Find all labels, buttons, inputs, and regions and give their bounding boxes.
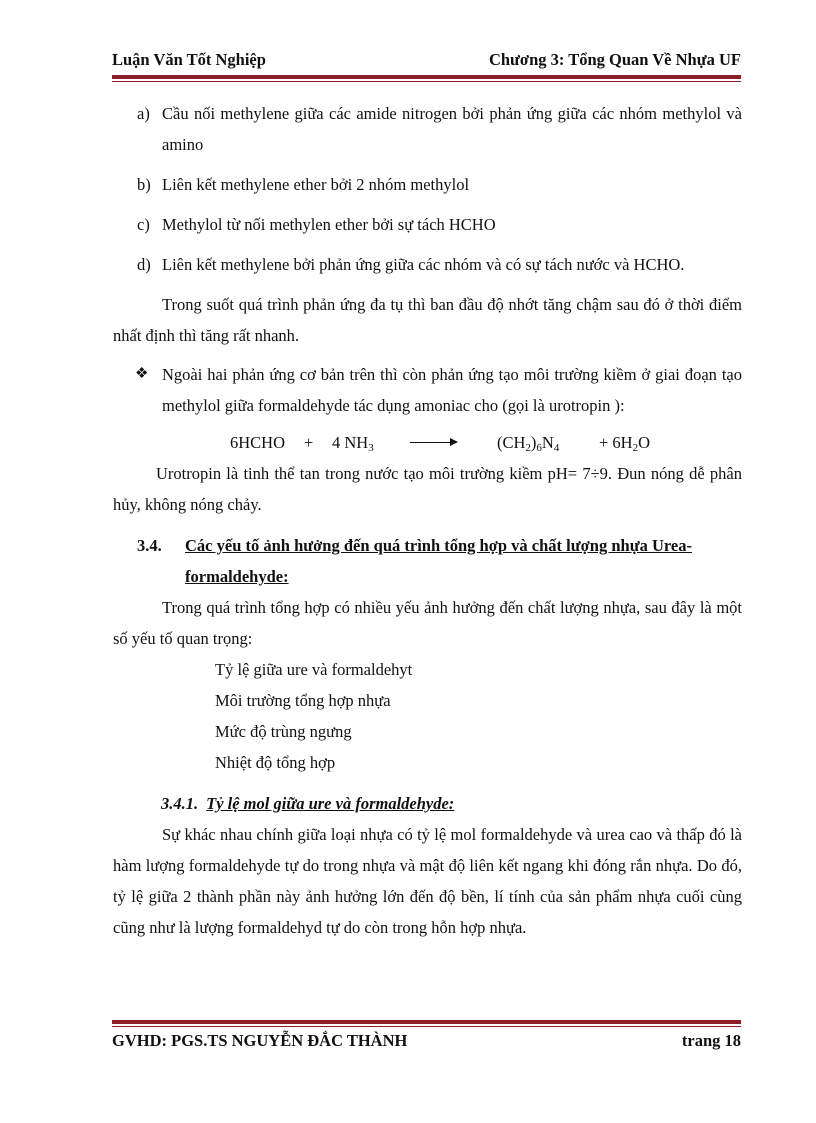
paragraph-intro-factors: Trong quá trình tổng hợp có nhiều yếu ảnh hưởng đến chất lượng nhựa, sau đây là một số yếu tố quan trọng: (113, 598, 742, 648)
list-marker: a) (137, 104, 150, 123)
section-number: 3.4. (137, 536, 162, 555)
list-marker: c) (137, 215, 150, 234)
diamond-bullet-icon: ❖ (135, 366, 149, 382)
chemical-equation (113, 427, 742, 458)
header-rule-thick (112, 75, 741, 79)
factor-item: Tỷ lệ giữa ure và formaldehyt (215, 660, 413, 679)
list-item (113, 98, 742, 160)
bullet-item (113, 359, 742, 421)
list-item (113, 209, 742, 240)
subsection-heading (113, 788, 742, 819)
factor-item: Nhiệt độ tổng hợp (215, 753, 336, 772)
header-chapter-title: Chương 3: Tổng Quan Về Nhựa UF (488, 50, 741, 69)
list-item (113, 169, 742, 200)
paragraph-polycondensation: Trong suốt quá trình phản ứng đa tụ thì ban đầu độ nhớt tăng chậm sau đó ở thời điểm nhất định thì tăng rất nhanh. (113, 295, 742, 345)
list-marker: b) (137, 175, 151, 194)
equation-reactant-2: 4 $NH_3$ (332, 433, 374, 454)
header-thesis-title: Luận Văn Tốt Nghiệp (112, 50, 266, 69)
bullet-text: Ngoài hai phản ứng cơ bản trên thì còn phản ứng tạo môi trường kiềm ở giai đoạn tạo methylol giữa formaldehyde tác dụng amoniac cho (gọi là urotropin ): (162, 365, 742, 415)
equation-product-1: $(CH_2)_6N_4$ (497, 433, 560, 454)
subsection-title: Tỷ lệ mol giữa ure và formaldehyde: (206, 794, 455, 813)
equation-plus: + (304, 433, 314, 452)
footer-rule-thin (112, 1026, 741, 1027)
header-rule-thin (112, 81, 741, 82)
list-text: Cầu nối methylene giữa các amide nitrogen bởi phản ứng giữa các nhóm methylol và amino (162, 104, 742, 154)
list-marker: d) (137, 255, 151, 274)
list-item (113, 249, 742, 280)
page-body (113, 98, 742, 943)
page-header (112, 50, 741, 74)
factor-item: Mức độ trùng ngưng (215, 722, 352, 741)
list-text: Methylol từ nối methylen ether bởi sự tách HCHO (162, 215, 496, 234)
factor-item: Môi trường tổng hợp nhựa (215, 691, 391, 710)
paragraph-urotropin: Urotropin là tinh thể tan trong nước tạo môi trường kiềm pH= 7÷9. Đun nóng dễ phân hủy, không nóng chảy. (113, 464, 742, 514)
section-heading (113, 530, 742, 592)
footer-rule-thick (112, 1020, 741, 1024)
equation-product-2: + $6H_2O$ (599, 433, 651, 454)
page-number: trang 18 (681, 1031, 741, 1050)
paragraph-mole-ratio: Sự khác nhau chính giữa loại nhựa có tỷ lệ mol formaldehyde và urea cao và thấp đó là hàm lượng formaldehyde tự do trong nhựa và mật độ liên kết ngang khi đóng rắn nhựa. Do đó, tỷ lệ giữa 2 thành phần này ảnh hưởng lớn đến độ bền, lí tính của sản phẩm nhựa cuối cùng cũng như là lượng formaldehyd tự do còn trong hỗn hợp nhựa. (113, 825, 742, 937)
list-text: Liên kết methylene bởi phản ứng giữa các nhóm và có sự tách nước và HCHO. (162, 255, 685, 274)
equation-reactant-1: 6HCHO (230, 433, 286, 452)
section-title: Các yếu tố ảnh hưởng đến quá trình tổng hợp và chất lượng nhựa Urea-formaldehyde: (185, 536, 692, 586)
reaction-arrow-icon (410, 442, 456, 443)
subsection-number: 3.4.1. (161, 794, 199, 813)
list-text: Liên kết methylene ether bởi 2 nhóm methylol (162, 175, 470, 194)
footer-advisor: GVHD: PGS.TS NGUYỄN ĐẮC THÀNH (112, 1031, 408, 1050)
